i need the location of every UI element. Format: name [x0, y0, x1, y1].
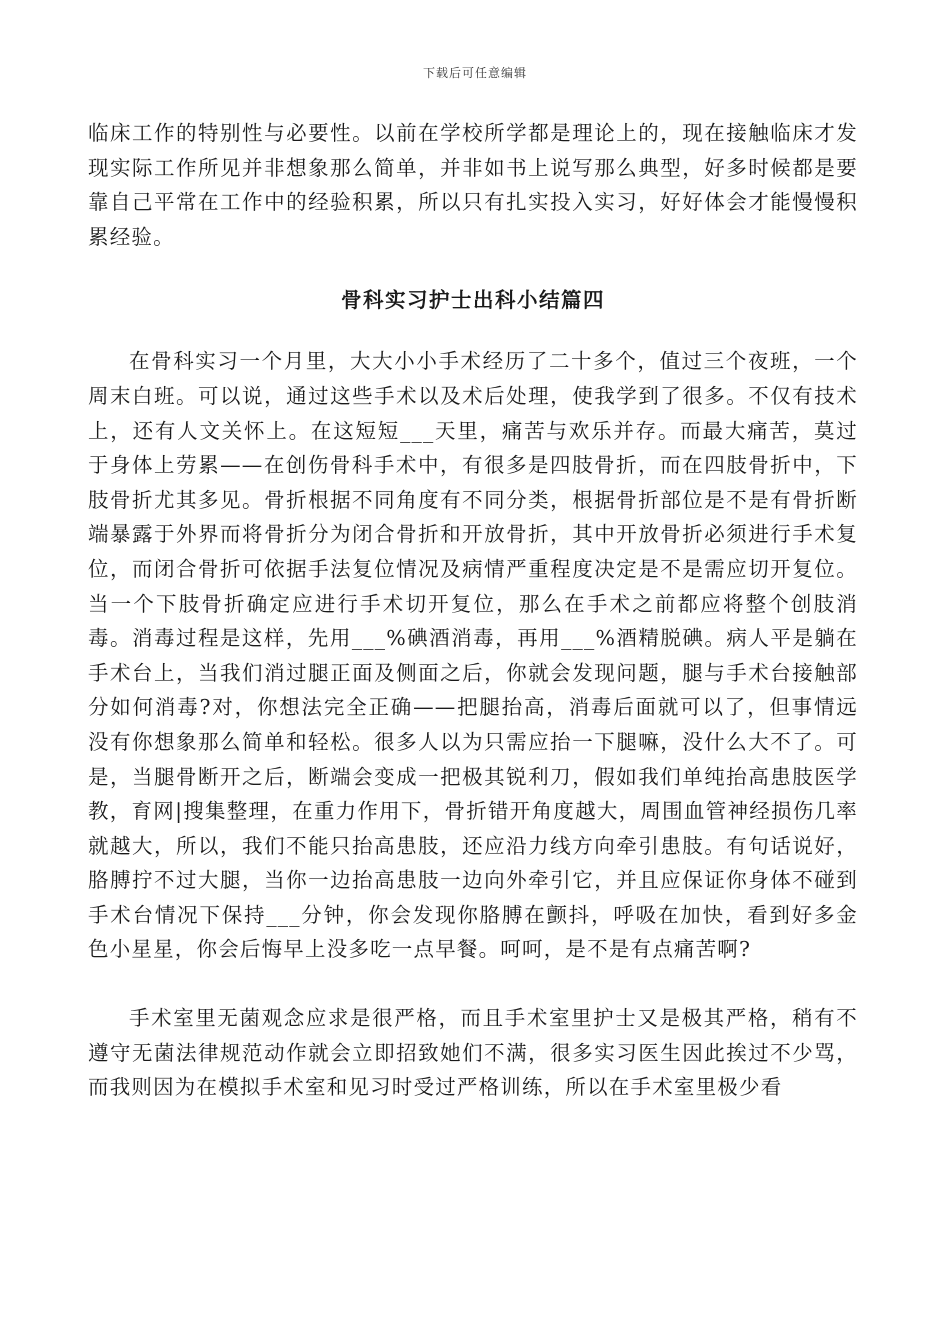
- section-title: 骨科实习护士出科小结篇四: [341, 288, 605, 313]
- paragraph-2: 手术室里无菌观念应求是很严格，而且手术室里护士又是极其严格，稍有不遵守无菌法律规范动作就会立即招致她们不满，很多实习医生因此挨过不少骂，而我则因为在模拟手术室和见习时受过严格训练，所以在手术室里极少看: [88, 1006, 858, 1100]
- paragraph-gap: [88, 967, 858, 1001]
- header-note: 下载后可任意编辑: [422, 66, 527, 80]
- paragraph-continued: 临床工作的特别性与必要性。以前在学校所学都是理论上的，现在接触临床才发现实际工作所见并非想象那么简单，并非如书上说写那么典型，好多时候都是要靠自己平常在工作中的经验积累，所以只有扎实投入实习，好好体会才能慢慢积累经验。: [88, 121, 858, 249]
- paragraph-1: 在骨科实习一个月里，大大小小手术经历了二十多个，值过三个夜班，一个周末白班。可以说，通过这些手术以及术后处理，使我学到了很多。不仅有技术上，还有人文关怀上。在这短短___天里，痛苦与欢乐并存。而最大痛苦，莫过于身体上劳累——在创伤骨科手术中，有很多是四肢骨折，而在四肢骨折中，下肢骨折尤其多见。骨折根据不同角度有不同分类，根据骨折部位是不是有骨折断端暴露于外界而将骨折分为闭合骨折和开放骨折，其中开放骨折必须进行手术复位，而闭合骨折可依据手法复位情况及病情严重程度决定是不是需应切开复位。当一个下肢骨折确定应进行手术切开复位，那么在手术之前都应将整个创肢消毒。消毒过程是这样，先用___%碘酒消毒，再用___%酒精脱碘。病人平是躺在手术台上，当我们消过腿正面及侧面之后，你就会发现问题，腿与手术台接触部分如何消毒?对，你想法完全正确——把腿抬高，消毒后面就可以了，但事情远没有你想象那么简单和轻松。很多人以为只需应抬一下腿嘛，没什么大不了。可是，当腿骨断开之后，断端会变成一把极其锐利刀，假如我们单纯抬高患肢医学教，育网|搜集整理，在重力作用下，骨折错开角度越大，周围血管神经损伤几率就越大，所以，我们不能只抬高患肢，还应沿力线方向牵引患肢。有句话说好，胳膊拧不过大腿，当你一边抬高患肢一边向外牵引它，并且应保证你身体不碰到手术台情况下保持___分钟，你会发现你胳膊在颤抖，呼吸在加快，看到好多金色小星星，你会后悔早上没多吃一点早餐。呵呵，是不是有点痛苦啊?: [88, 349, 858, 962]
- document-body: [88, 116, 858, 1105]
